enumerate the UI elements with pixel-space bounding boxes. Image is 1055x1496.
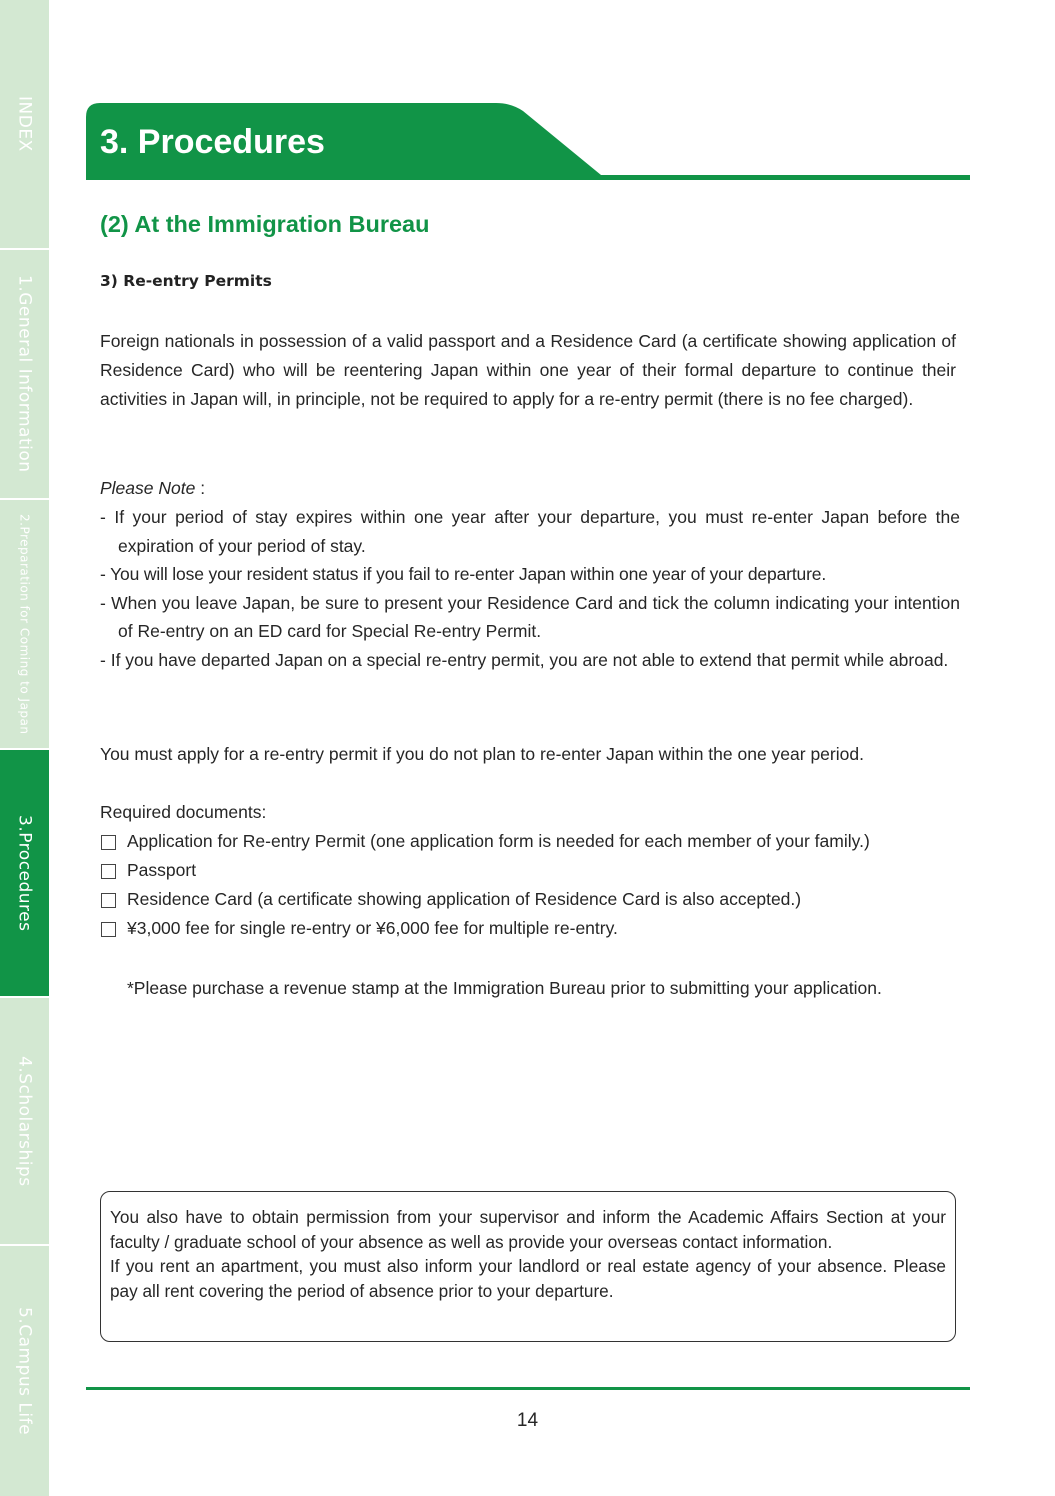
side-tab-label: 3.Procedures [14,814,35,932]
side-tab-label: 5.Campus Life [14,1306,35,1436]
document-item [100,856,956,885]
document-item [100,885,956,914]
page-number: 14 [516,1410,539,1431]
side-tab-label: 1.General Information [14,275,35,473]
note-item: - When you leave Japan, be sure to present your Residence Card and tick the column indicating your intention of Re-entry on an ED card for Special Re-entry Permit. [100,589,960,646]
document-checklist [100,827,956,943]
document-item-label: ¥3,000 fee for single re-entry or ¥6,000 fee for multiple re-entry. [127,918,618,938]
revenue-stamp-note: *Please purchase a revenue stamp at the Immigration Bureau prior to submitting your application. [127,978,882,998]
sub-title: 3) Re-entry Permits [100,272,272,290]
required-documents-label: Required documents: [100,802,267,822]
side-tab-label: 2.Preparation for Coming to Japan [17,513,32,735]
side-tab-label: INDEX [14,96,35,152]
chapter-title: 3. Procedures [100,123,325,161]
checkbox-icon [101,893,116,908]
side-tab-procedures[interactable] [0,750,49,998]
note-item: - If you have departed Japan on a special re-entry permit, you are not able to extend that permit while abroad. [100,646,960,675]
note-label-colon: : [195,478,206,498]
side-tab-scholarships[interactable] [0,998,49,1246]
checkbox-icon [101,835,116,850]
info-box-text: If you rent an apartment, you must also inform your landlord or real estate agency of your absence. Please pay all rent covering the period of absence prior to your departure. [110,1256,946,1301]
info-box-text: You also have to obtain permission from your supervisor and inform the Academic Affairs Section at your faculty / graduate school of your absence as well as provide your overseas contact information. [110,1207,946,1252]
apply-paragraph: You must apply for a re-entry permit if you do not plan to re-enter Japan within the one year period. [100,744,864,764]
section-title: (2) At the Immigration Bureau [100,211,430,237]
document-item-label: Residence Card (a certificate showing application of Residence Card is also accepted.) [127,889,802,909]
side-index-tabs [0,0,49,1496]
checkbox-icon [101,922,116,937]
checkbox-icon [101,864,116,879]
intro-paragraph: Foreign nationals in possession of a valid passport and a Residence Card (a certificate showing application of Residence Card) who will be reentering Japan within one year of their formal departure to continue their activities in Japan will, in principle, not be required to apply for a re-entry permit (there is no fee charged). [100,331,956,409]
note-label-text: Please Note [100,478,196,498]
side-tab-preparation[interactable] [0,500,49,750]
side-tab-label: 4.Scholarships [14,1055,35,1187]
document-item [100,827,956,856]
side-tab-index[interactable] [0,0,49,250]
note-list [100,503,960,674]
side-tab-campus-life[interactable] [0,1246,49,1496]
document-item-label: Passport [127,860,197,880]
chapter-banner [86,103,970,180]
side-tab-general-information[interactable] [0,250,49,500]
document-item-label: Application for Re-entry Permit (one application form is needed for each member of your family.) [127,831,870,851]
document-item [100,914,956,943]
note-label [100,474,205,503]
footer-divider [86,1387,970,1390]
note-item: - If your period of stay expires within one year after your departure, you must re-enter Japan before the expiration of your period of stay. [100,503,960,560]
absence-info-box [100,1191,956,1342]
note-item: - You will lose your resident status if you fail to re-enter Japan within one year of your departure. [100,560,960,589]
